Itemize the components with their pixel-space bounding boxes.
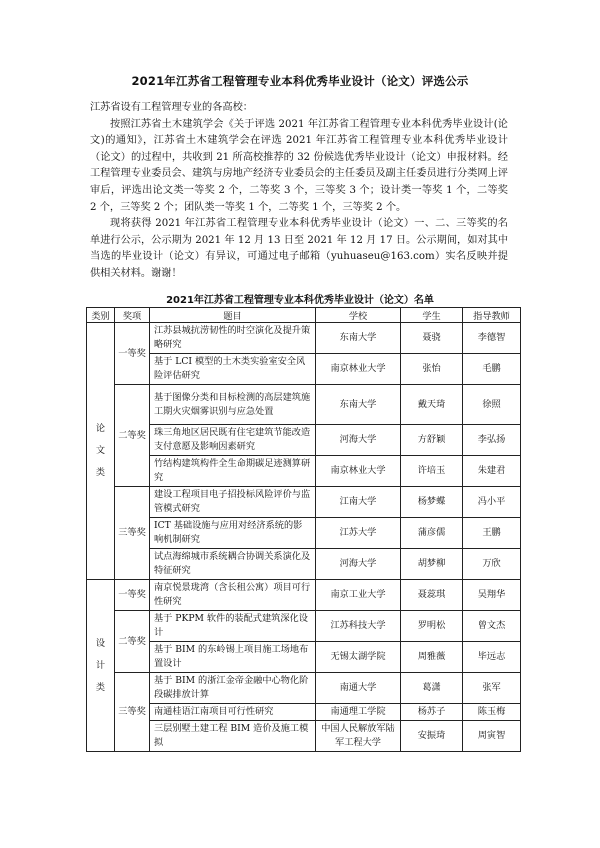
school-cell: 东南大学	[316, 323, 401, 354]
advisor-cell: 周寅智	[463, 721, 521, 752]
topic-cell: 基于 LCI 模型的土木类实验室安全风险评估研究	[150, 354, 316, 385]
table-row	[87, 611, 521, 642]
category-char: 计	[95, 659, 106, 671]
advisor-cell: 徐照	[463, 385, 521, 425]
table-row	[87, 518, 521, 549]
topic-cell: ICT 基础设施与应用对经济系统的影响机制研究	[150, 518, 316, 549]
advisor-cell: 毕远志	[463, 642, 521, 673]
school-cell: 河海大学	[316, 549, 401, 580]
student-cell: 聂骁	[401, 323, 463, 354]
topic-cell: 建设工程项目电子招投标风险评价与监管模式研究	[150, 487, 316, 518]
award-list-table	[86, 307, 521, 752]
student-cell: 方舒颖	[401, 425, 463, 456]
category-char: 文	[95, 445, 106, 456]
topic-cell: 基于 BIM 的浙江金帝金融中心物化阶段碳排放计算	[150, 673, 316, 704]
student-cell: 许培玉	[401, 456, 463, 487]
student-cell: 蒲彦儒	[401, 518, 463, 549]
topic-cell: 珠三角地区居民既有住宅建筑节能改造支付意愿及影响因素研究	[150, 425, 316, 456]
school-cell: 南京林业大学	[316, 456, 401, 487]
category-char: 类	[95, 467, 106, 478]
table-row	[87, 456, 521, 487]
table-row	[87, 487, 521, 518]
award-level-cell: 一等奖	[115, 323, 150, 385]
student-cell: 戴天琦	[401, 385, 463, 425]
topic-cell: 基于 PKPM 软件的装配式建筑深化设计	[150, 611, 316, 642]
student-cell: 聂蕊琪	[401, 580, 463, 611]
award-level-cell: 二等奖	[115, 611, 150, 673]
salutation: 江苏省设有工程管理专业的各高校：	[90, 102, 253, 113]
school-cell: 河海大学	[316, 425, 401, 456]
table-row	[87, 323, 521, 354]
header-advisor: 指导教师	[463, 308, 521, 323]
advisor-cell: 李弘扬	[463, 425, 521, 456]
topic-cell: 三层别墅土建工程 BIM 造价及施工模拟	[150, 721, 316, 752]
table-row	[87, 354, 521, 385]
advisor-cell: 陈玉梅	[463, 704, 521, 721]
header-category: 类别	[87, 308, 115, 323]
header-topic: 题目	[150, 308, 316, 323]
topic-cell: 基于 BIM 的东岭锡上项目施工场地布置设计	[150, 642, 316, 673]
notice-body	[90, 100, 508, 283]
table-body	[87, 323, 521, 752]
category-cell	[87, 323, 115, 580]
table-row	[87, 425, 521, 456]
paragraph-evaluation: 按照江苏省土木建筑学会《关于评选 2021 年江苏省工程管理专业本科优秀毕业设计(论文)的通知》，江苏省土木建筑学会在评选 2021 年江苏省工程管理专业本科优秀毕业设计（论文）的过程中，共收到 21 所高校推荐的 32 份候选优秀毕业设计（论文）申报材料。经工程管理专业委员会、建筑与房地产经济专业委员会的主任委员及副主任委员进行分类网上评审后，评选出论文类一等奖 2 个，二等奖 3 个，三等奖 3 个；设计类一等奖 1 个，二等奖 2 个，三等奖 2 个；团队类一等奖 1 个，二等奖 1 个，三等奖 2 个。	[90, 118, 508, 213]
school-cell: 中国人民解放军陆军工程大学	[316, 721, 401, 752]
category-char: 设	[95, 637, 106, 649]
table-row	[87, 673, 521, 704]
header-student: 学生	[401, 308, 463, 323]
category-char: 类	[95, 681, 106, 693]
document-title: 2021年江苏省工程管理专业本科优秀毕业设计（论文）评选公示	[131, 74, 469, 88]
table-header-row	[87, 308, 521, 323]
school-cell: 东南大学	[316, 385, 401, 425]
student-cell: 张怡	[401, 354, 463, 385]
category-char: 论	[95, 423, 106, 434]
student-cell: 安振琦	[401, 721, 463, 752]
paragraph-publicity: 现将获得 2021 年江苏省工程管理专业本科优秀毕业设计（论文）一、二、三等奖的名单进行公示，公示期为 2021 年 12 月 13 日至 2021 年 12 月 17 日。公示期间，如对其中当选的毕业设计（论文）有异议，可通过电子邮箱（yuhuaseu@163.com）实名反映并提供相关材料。谢谢！	[90, 218, 508, 279]
school-cell: 南京林业大学	[316, 354, 401, 385]
table-row	[87, 721, 521, 752]
school-cell: 南通大学	[316, 673, 401, 704]
school-cell: 无锡太湖学院	[316, 642, 401, 673]
school-cell: 江南大学	[316, 487, 401, 518]
advisor-cell: 朱建君	[463, 456, 521, 487]
advisor-cell: 曾文杰	[463, 611, 521, 642]
table-row	[87, 580, 521, 611]
advisor-cell: 万欣	[463, 549, 521, 580]
student-cell: 周雅薇	[401, 642, 463, 673]
table-title: 2021年江苏省工程管理专业本科优秀毕业设计（论文）名单	[166, 295, 434, 306]
award-level-cell: 三等奖	[115, 673, 150, 752]
topic-cell: 南京悦景珑湾（含长租公寓）项目可行性研究	[150, 580, 316, 611]
topic-cell: 南通桂语江南项目可行性研究	[150, 704, 316, 721]
header-school: 学校	[316, 308, 401, 323]
advisor-cell: 王鹏	[463, 518, 521, 549]
advisor-cell: 冯小平	[463, 487, 521, 518]
table-row	[87, 385, 521, 425]
header-award: 奖项	[115, 308, 150, 323]
advisor-cell: 张军	[463, 673, 521, 704]
topic-cell: 江苏县城抗涝韧性的时空演化及提升策略研究	[150, 323, 316, 354]
award-level-cell: 三等奖	[115, 487, 150, 580]
student-cell: 葛潇	[401, 673, 463, 704]
school-cell: 江苏大学	[316, 518, 401, 549]
topic-cell: 竹结构建筑构件全生命期碳足迹测算研究	[150, 456, 316, 487]
topic-cell: 试点海绵城市系统耦合协调关系演化及特征研究	[150, 549, 316, 580]
topic-cell: 基于图像分类和目标检测的高层建筑施工期火灾烟雾识别与应急处置	[150, 385, 316, 425]
category-cell	[87, 580, 115, 752]
table-row	[87, 549, 521, 580]
school-cell: 南京工业大学	[316, 580, 401, 611]
advisor-cell: 李德智	[463, 323, 521, 354]
advisor-cell: 毛鹏	[463, 354, 521, 385]
table-row	[87, 704, 521, 721]
student-cell: 胡梦柳	[401, 549, 463, 580]
award-level-cell: 一等奖	[115, 580, 150, 611]
student-cell: 罗明松	[401, 611, 463, 642]
school-cell: 江苏科技大学	[316, 611, 401, 642]
school-cell: 南通理工学院	[316, 704, 401, 721]
student-cell: 杨苏子	[401, 704, 463, 721]
award-level-cell: 二等奖	[115, 385, 150, 487]
table-row	[87, 642, 521, 673]
advisor-cell: 吴翔华	[463, 580, 521, 611]
student-cell: 杨梦蝶	[401, 487, 463, 518]
